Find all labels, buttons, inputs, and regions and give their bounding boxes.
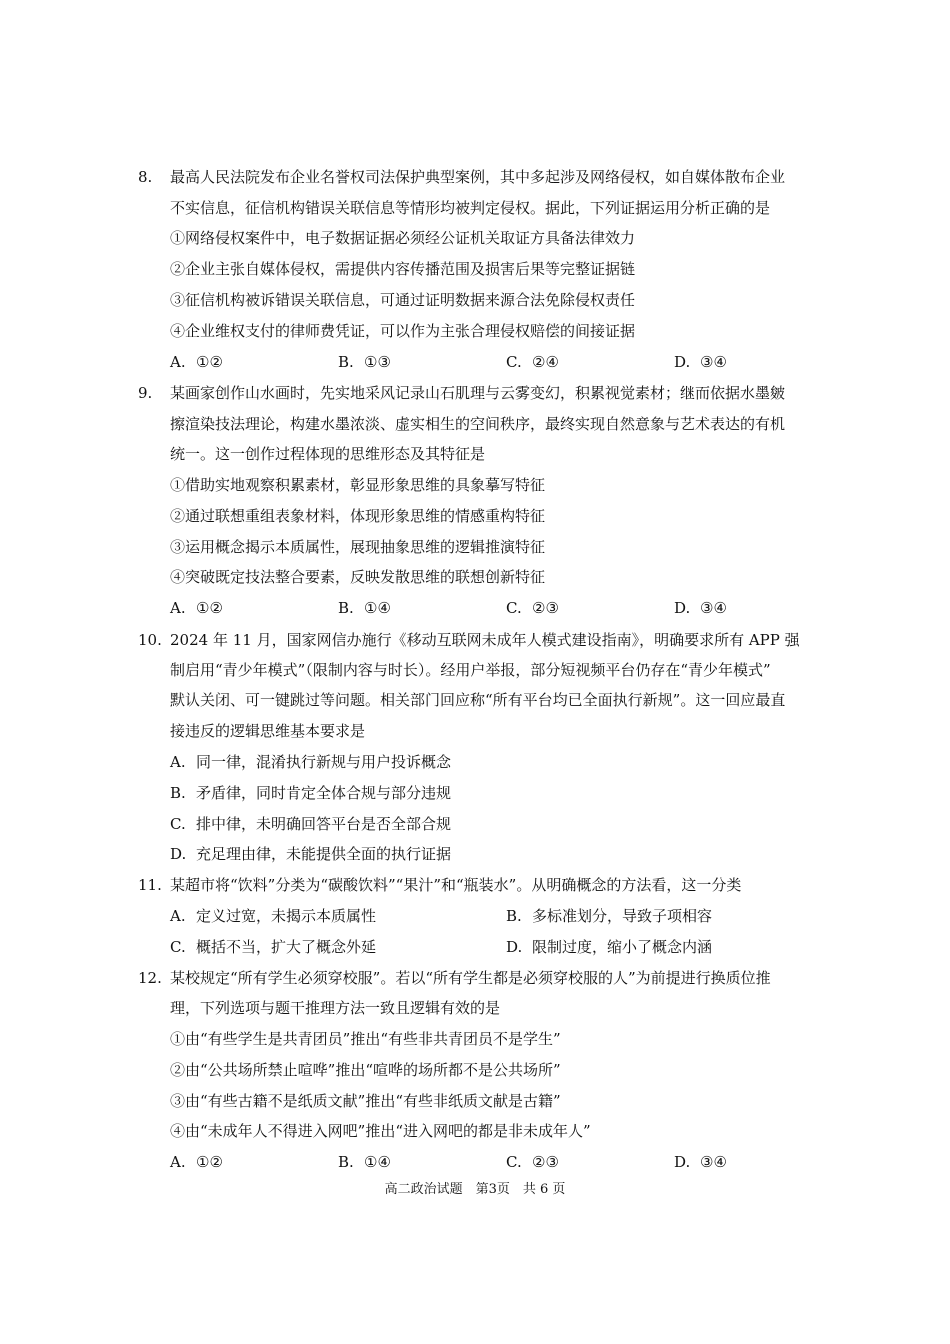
option-b: B. 矛盾律，同时肯定全体合规与部分违规 xyxy=(170,784,452,802)
statement-item: ④企业维权支付的律师费凭证，可以作为主张合理侵权赔偿的间接证据 xyxy=(170,322,636,340)
option-c: C. ②③ xyxy=(506,1153,559,1171)
statement-item: ②由“公共场所禁止喧哗”推出“喧哗的场所都不是公共场所” xyxy=(170,1061,561,1079)
statement-item: ①网络侵权案件中，电子数据证据必须经公证机关取证方具备法律效力 xyxy=(170,229,636,247)
option-c: C. 排中律，未明确回答平台是否全部合规 xyxy=(170,815,452,833)
option-d: D. ③④ xyxy=(674,1153,727,1171)
statement-item: ④突破既定技法整合要素，反映发散思维的联想创新特征 xyxy=(170,568,546,586)
option-c: C. 概括不当，扩大了概念外延 xyxy=(170,938,377,956)
option-a: A. ①② xyxy=(170,1153,223,1171)
option-d: D. ③④ xyxy=(674,599,727,617)
option-b: B. ①④ xyxy=(338,1153,391,1171)
page-footer: 高二政治试题 第3页 共 6 页 xyxy=(384,1182,566,1197)
question-stem-line: 某校规定“所有学生必须穿校服”。若以“所有学生都是必须穿校服的人”为前提进行换质位推 xyxy=(170,969,771,987)
question-stem-line: 最高人民法院发布企业名誉权司法保护典型案例，其中多起涉及网络侵权，如自媒体散布企业 xyxy=(170,168,786,186)
question-stem-line: 制启用“青少年模式”（限制内容与时长）。经用户举报，部分短视频平台仍存在“青少年模式” xyxy=(170,661,771,679)
question-stem-line: 某超市将“饮料”分类为“碳酸饮料”“果汁”和“瓶装水”。从明确概念的方法看，这一分类 xyxy=(170,876,742,894)
statement-item: ①借助实地观察积累素材，彰显形象思维的具象摹写特征 xyxy=(170,476,546,494)
question-number: 9. xyxy=(138,384,153,402)
question-stem-line: 统一。这一创作过程体现的思维形态及其特征是 xyxy=(170,445,486,463)
question-number: 10. xyxy=(138,631,162,649)
option-c: C. ②③ xyxy=(506,599,559,617)
question-stem-line: 某画家创作山水画时，先实地采风记录山石肌理与云雾变幻，积累视觉素材；继而依据水墨皴 xyxy=(170,384,786,402)
question-stem-line: 接违反的逻辑思维基本要求是 xyxy=(170,722,366,740)
option-a: A. ①② xyxy=(170,353,223,371)
question-number: 8. xyxy=(138,168,153,186)
question-number: 11. xyxy=(138,876,162,894)
option-a: A. ①② xyxy=(170,599,223,617)
option-d: D. 限制过度，缩小了概念内涵 xyxy=(506,938,713,956)
question-number: 12. xyxy=(138,969,162,987)
statement-item: ②通过联想重组表象材料，体现形象思维的情感重构特征 xyxy=(170,507,546,525)
statement-item: ③征信机构被诉错误关联信息，可通过证明数据来源合法免除侵权责任 xyxy=(170,291,636,309)
question-stem-line: 默认关闭、可一键跳过等问题。相关部门回应称“所有平台均已全面执行新规”。这一回应最直 xyxy=(170,691,786,709)
option-d: D. 充足理由律，未能提供全面的执行证据 xyxy=(170,845,452,863)
statement-item: ①由“有些学生是共青团员”推出“有些非共青团员不是学生” xyxy=(170,1030,561,1048)
option-a: A. 定义过宽，未揭示本质属性 xyxy=(170,907,377,925)
option-b: B. 多标准划分，导致子项相容 xyxy=(506,907,713,925)
question-stem-line: 理，下列选项与题干推理方法一致且逻辑有效的是 xyxy=(170,999,501,1017)
option-a: A. 同一律，混淆执行新规与用户投诉概念 xyxy=(170,753,452,771)
option-b: B. ①③ xyxy=(338,353,391,371)
statement-item: ④由“未成年人不得进入网吧”推出“进入网吧的都是非未成年人” xyxy=(170,1122,591,1140)
option-b: B. ①④ xyxy=(338,599,391,617)
question-stem-line: 2024 年 11 月，国家网信办施行《移动互联网未成年人模式建设指南》，明确要求所有 APP 强 xyxy=(170,631,800,649)
statement-item: ③由“有些古籍不是纸质文献”推出“有些非纸质文献是古籍” xyxy=(170,1092,561,1110)
statement-item: ③运用概念揭示本质属性，展现抽象思维的逻辑推演特征 xyxy=(170,538,546,556)
statement-item: ②企业主张自媒体侵权，需提供内容传播范围及损害后果等完整证据链 xyxy=(170,260,636,278)
question-stem-line: 不实信息，征信机构错误关联信息等情形均被判定侵权。据此，下列证据运用分析正确的是 xyxy=(170,199,771,217)
option-d: D. ③④ xyxy=(674,353,727,371)
question-stem-line: 擦渲染技法理论，构建水墨浓淡、虚实相生的空间秩序，最终实现自然意象与艺术表达的有机 xyxy=(170,415,786,433)
option-c: C. ②④ xyxy=(506,353,559,371)
